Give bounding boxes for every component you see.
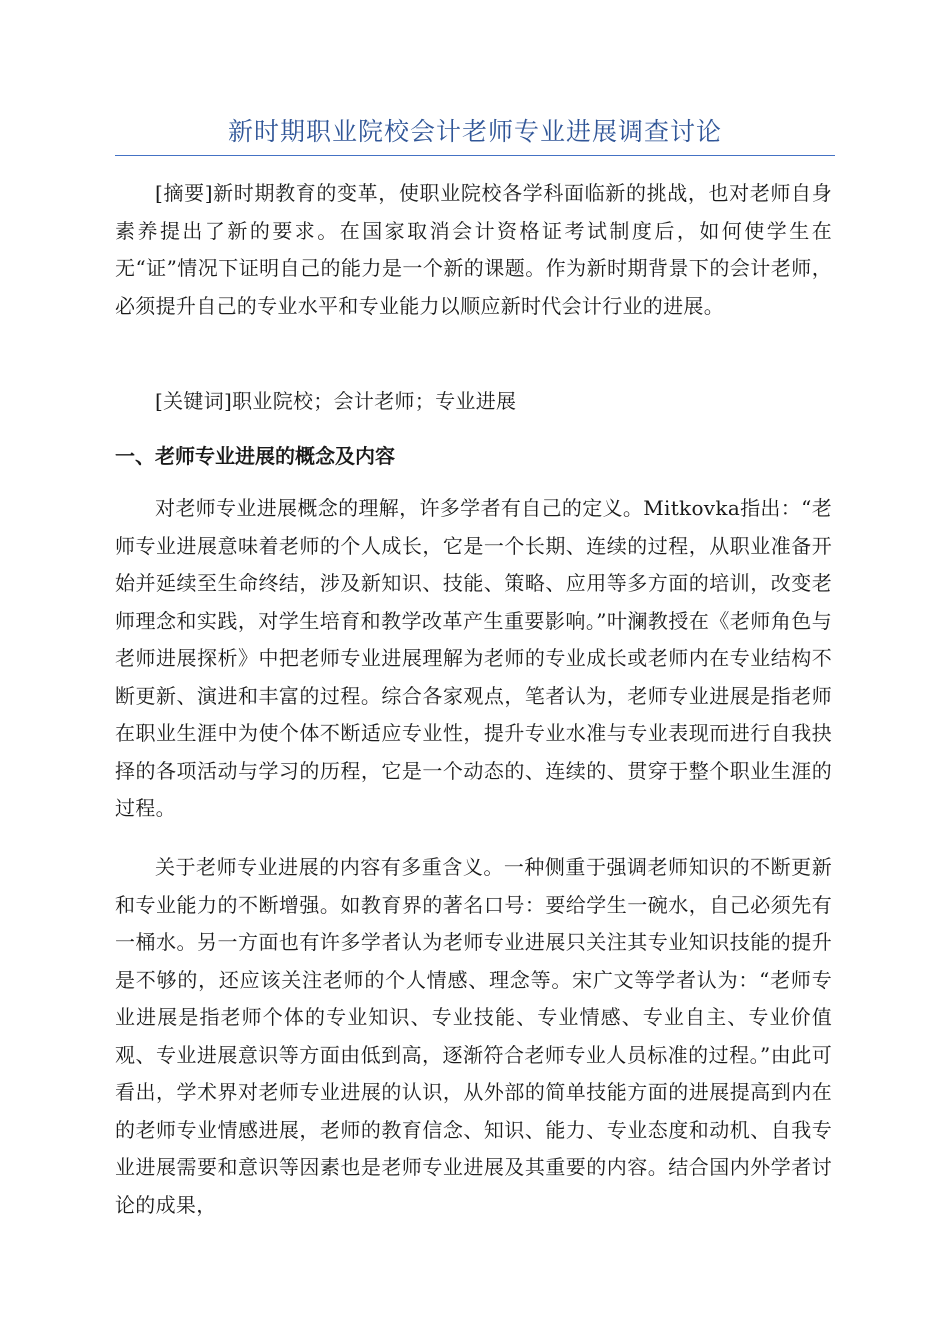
- body-paragraph-2: 关于老师专业进展的内容有多重含义。一种侧重于强调老师知识的不断更新和专业能力的不断增强。如教育界的著名口号：要给学生一碗水，自己必须先有一桶水。另一方面也有许多学者认为老师专业进展只关注其专业知识技能的提升是不够的，还应该关注老师的个人情感、理念等。宋广文等学者认为：“老师专业进展是指老师个体的专业知识、专业技能、专业情感、专业自主、专业价值观、专业进展意识等方面由低到高，逐渐符合老师专业人员标准的过程。”由此可看出，学术界对老师专业进展的认识，从外部的简单技能方面的进展提高到内在的老师专业情感进展，老师的教育信念、知识、能力、专业态度和动机、自我专业进展需要和意识等因素也是老师专业进展及其重要的内容。结合国内外学者讨论的成果，: [115, 855, 832, 1217]
- section-heading: 一、老师专业进展的概念及内容: [115, 444, 395, 468]
- document-title: 新时期职业院校会计老师专业进展调查讨论: [227, 117, 722, 146]
- keywords-paragraph: [关键词]职业院校；会计老师；专业进展: [155, 389, 517, 413]
- title-underline: [115, 155, 835, 156]
- body-paragraph-1: 对老师专业进展概念的理解，许多学者有自己的定义。Mitkovka指出：“老师专业进展意味着老师的个人成长，它是一个长期、连续的过程，从职业准备开始并延续至生命终结，涉及新知识、技能、策略、应用等多方面的培训，改变老师理念和实践，对学生培育和教学改革产生重要影响。”叶澜教授在《老师角色与老师进展探析》中把老师专业进展理解为老师的专业成长或老师内在专业结构不断更新、演进和丰富的过程。综合各家观点，笔者认为，老师专业进展是指老师在职业生涯中为使个体不断适应专业性，提升专业水准与专业表现而进行自我抉择的各项活动与学习的历程，它是一个动态的、连续的、贯穿于整个职业生涯的过程。: [115, 496, 832, 820]
- abstract-paragraph: [摘要]新时期教育的变革，使职业院校各学科面临新的挑战，也对老师自身素养提出了新的要求。在国家取消会计资格证考试制度后，如何使学生在无“证”情况下证明自己的能力是一个新的课题。作为新时期背景下的会计老师，必须提升自己的专业水平和专业能力以顺应新时代会计行业的进展。: [115, 181, 832, 318]
